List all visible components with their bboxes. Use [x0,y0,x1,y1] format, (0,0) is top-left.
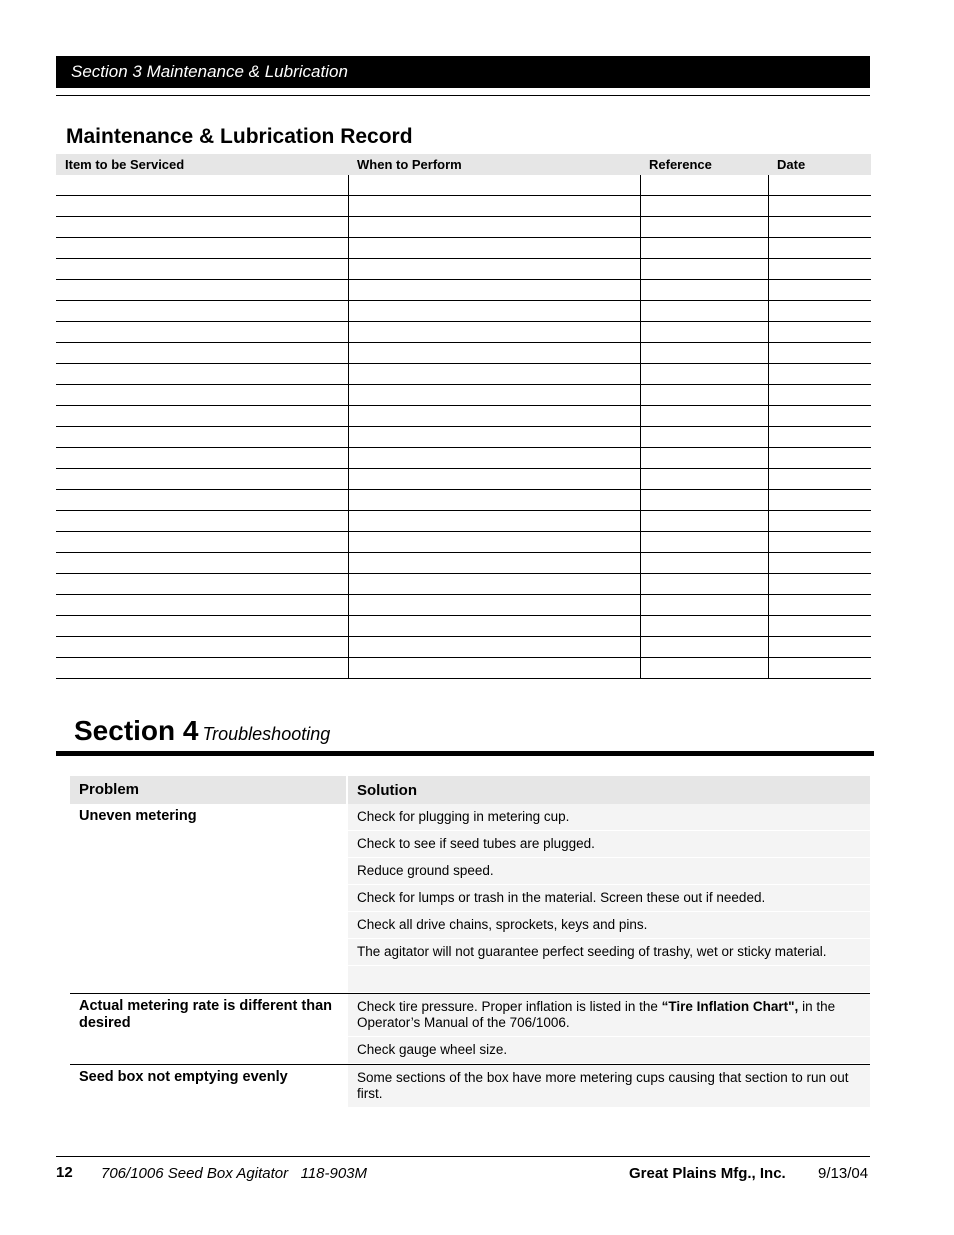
record-cell [640,595,768,616]
record-cell [348,574,640,595]
record-cell [56,406,348,427]
record-cell [56,595,348,616]
record-row [56,280,871,301]
problem-group [70,1065,870,1108]
record-cell [768,511,871,532]
record-cell [640,322,768,343]
solution-text: Check tire pressure. Proper inflation is listed in the [357,999,662,1014]
maintenance-record-table [56,154,871,679]
record-cell [640,490,768,511]
troubleshooting-table [70,776,870,1108]
record-row [56,490,871,511]
troubleshooting-header-row [70,776,870,804]
record-cell [640,574,768,595]
record-title: Maintenance & Lubrication Record [66,125,413,148]
solution-item: Check all drive chains, sprockets, keys and pins. [348,912,870,939]
record-cell [768,322,871,343]
problem-group [70,994,870,1065]
record-cell [56,511,348,532]
record-cell [640,175,768,196]
record-cell [56,364,348,385]
record-cell [768,259,871,280]
column-header-date: Date [768,154,871,175]
record-row [56,217,871,238]
record-cell [348,511,640,532]
record-cell [348,175,640,196]
record-cell [56,448,348,469]
record-row [56,322,871,343]
record-cell [640,469,768,490]
record-cell [348,238,640,259]
record-cell [56,175,348,196]
record-cell [348,259,640,280]
section-title: Troubleshooting [202,724,331,744]
solution-text: in the Operator’s Manual of the 706/1006. [357,999,836,1030]
record-row [56,385,871,406]
header-divider [56,95,870,96]
record-cell [56,490,348,511]
record-cell [348,637,640,658]
record-row [56,448,871,469]
record-cell [348,301,640,322]
record-row [56,658,871,679]
record-cell [56,658,348,679]
record-cell [348,616,640,637]
record-row [56,427,871,448]
record-cell [640,427,768,448]
record-cell [768,553,871,574]
solution-item: Check for lumps or trash in the material. Screen these out if needed. [348,885,870,912]
record-cell [768,574,871,595]
record-cell [348,196,640,217]
record-cell [640,616,768,637]
record-cell [56,427,348,448]
solution-item: Some sections of the box have more metering cups causing that section to run out first. [348,1065,870,1108]
record-cell [768,616,871,637]
record-cell [348,532,640,553]
solution-item-empty [348,966,870,993]
record-cell [768,301,871,322]
record-cell [640,259,768,280]
problem-column-header: Problem [70,776,348,804]
solution-item: Reduce ground speed. [348,858,870,885]
record-header-row [56,154,871,175]
problem-label: Seed box not emptying evenly [79,1069,288,1085]
record-row [56,553,871,574]
record-cell [348,658,640,679]
record-cell [768,406,871,427]
record-cell [56,301,348,322]
record-cell [640,406,768,427]
record-cell [348,280,640,301]
record-cell [56,385,348,406]
record-cell [640,637,768,658]
record-row [56,364,871,385]
record-cell [768,280,871,301]
record-cell [348,469,640,490]
record-cell [768,658,871,679]
record-cell [348,448,640,469]
record-cell [56,217,348,238]
record-cell [768,343,871,364]
record-cell [348,406,640,427]
record-cell [640,217,768,238]
record-row [56,301,871,322]
page-number: 12 [56,1164,73,1181]
company-name: Great Plains Mfg., Inc. [629,1165,786,1182]
section-4-heading [74,715,330,747]
record-cell [768,532,871,553]
record-cell [348,595,640,616]
record-cell [348,427,640,448]
record-cell [768,364,871,385]
record-row [56,511,871,532]
problem-label: Uneven metering [79,808,197,824]
footer-divider [56,1156,870,1157]
record-row [56,406,871,427]
record-cell [56,532,348,553]
record-cell [640,280,768,301]
solution-item [348,994,870,1037]
record-cell [640,532,768,553]
column-header-when: When to Perform [348,154,640,175]
record-cell [768,469,871,490]
record-cell [56,280,348,301]
record-cell [348,217,640,238]
section-number: Section 4 [74,715,199,746]
record-cell [348,343,640,364]
record-row [56,595,871,616]
solution-item: The agitator will not guarantee perfect seeding of trashy, wet or sticky material. [348,939,870,966]
column-header-reference: Reference [640,154,768,175]
record-row [56,259,871,280]
record-cell [640,238,768,259]
record-cell [56,469,348,490]
record-cell [640,343,768,364]
record-row [56,532,871,553]
record-cell [768,427,871,448]
record-cell [640,448,768,469]
problem-group [70,804,870,994]
record-cell [768,238,871,259]
record-cell [640,301,768,322]
record-cell [56,553,348,574]
record-cell [768,448,871,469]
record-cell [56,574,348,595]
publication-date: 9/13/04 [818,1165,869,1182]
solution-item: Check to see if seed tubes are plugged. [348,831,870,858]
section-header-bar [56,56,870,88]
section-header-label: Section 3 Maintenance & Lubrication [71,62,348,81]
solution-item: Check gauge wheel size. [348,1037,870,1064]
problem-label: Actual metering rate is different than desired [79,998,332,1031]
record-cell [640,553,768,574]
record-cell [640,385,768,406]
record-cell [640,658,768,679]
record-row [56,196,871,217]
record-cell [768,175,871,196]
record-cell [56,343,348,364]
record-cell [768,217,871,238]
record-cell [768,196,871,217]
record-cell [768,490,871,511]
record-cell [768,385,871,406]
record-cell [640,196,768,217]
record-cell [56,322,348,343]
record-row [56,175,871,196]
record-cell [56,616,348,637]
solution-chart-reference: “Tire Inflation Chart", [661,999,799,1014]
record-cell [56,196,348,217]
record-cell [768,637,871,658]
record-cell [348,364,640,385]
solution-column-header: Solution [357,781,417,799]
document-title: 706/1006 Seed Box Agitator 118-903M [101,1165,368,1182]
record-cell [56,238,348,259]
record-row [56,469,871,490]
record-cell [348,322,640,343]
record-row [56,343,871,364]
record-cell [640,511,768,532]
record-row [56,574,871,595]
section-4-rule [56,751,874,756]
record-cell [348,385,640,406]
record-cell [56,637,348,658]
solution-item: Check for plugging in metering cup. [348,804,870,831]
record-cell [348,490,640,511]
record-cell [56,259,348,280]
record-cell [348,553,640,574]
record-row [56,238,871,259]
column-header-item: Item to be Serviced [56,154,348,175]
record-row [56,616,871,637]
record-cell [768,595,871,616]
record-cell [640,364,768,385]
record-row [56,637,871,658]
